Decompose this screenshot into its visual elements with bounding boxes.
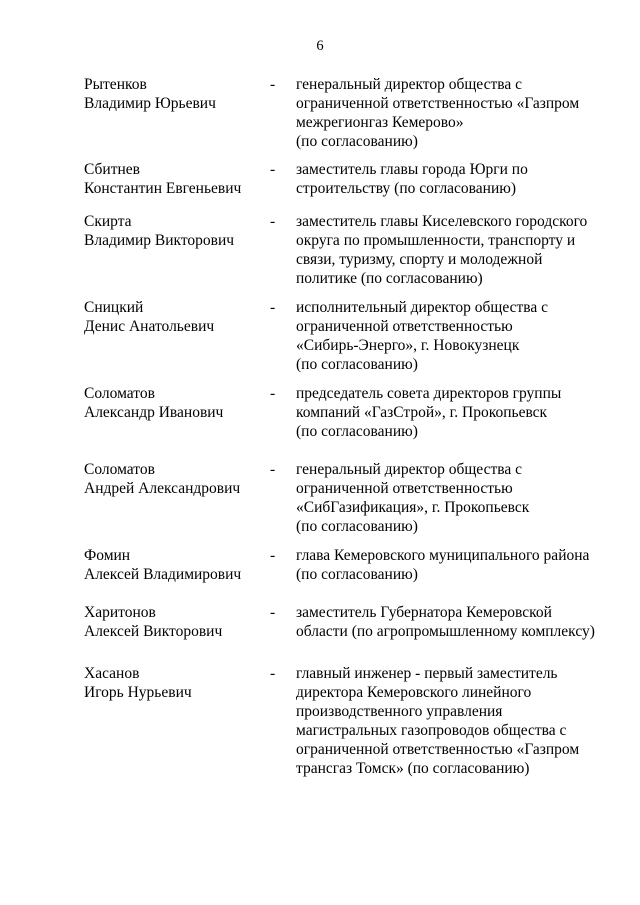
position-line: «СибГазификация», г. Прокопьевск — [296, 499, 530, 516]
member-given-names: Игорь Нурьевич — [84, 684, 192, 701]
member-given-names: Алексей Викторович — [84, 623, 223, 640]
member-given-names: Андрей Александрович — [84, 480, 241, 497]
separator-dash: - — [270, 299, 276, 316]
position-line: области (по агропромышленному комплексу) — [296, 623, 595, 640]
member-surname: Сбитнев — [84, 161, 140, 178]
position-line: межрегионгаз Кемерово» — [296, 114, 464, 131]
member-position — [296, 212, 596, 288]
member-given-names: Денис Анатольевич — [84, 318, 215, 335]
position-line: генеральный директор общества с — [296, 461, 522, 478]
member-given-names: Алексей Владимирович — [84, 566, 242, 583]
position-line: генеральный директор общества с — [296, 76, 522, 93]
position-line: ограниченной ответственностью «Газпром — [296, 741, 580, 758]
member-position — [296, 546, 596, 584]
member-given-names: Владимир Юрьевич — [84, 95, 216, 112]
position-line: ограниченной ответственностью — [296, 318, 513, 335]
member-position — [296, 298, 596, 374]
separator-dash: - — [270, 547, 276, 564]
position-line: строительству (по согласованию) — [296, 180, 517, 197]
member-position — [296, 460, 596, 536]
position-line: ограниченной ответственностью «Газпром — [296, 95, 580, 112]
member-given-names: Владимир Викторович — [84, 232, 235, 249]
member-name — [84, 298, 264, 336]
separator-dash: - — [270, 161, 276, 178]
member-surname: Соломатов — [84, 385, 155, 402]
member-position — [296, 603, 596, 641]
member-name — [84, 664, 264, 702]
member-name — [84, 75, 264, 113]
member-name — [84, 460, 264, 498]
member-surname: Соломатов — [84, 461, 155, 478]
member-name — [84, 160, 264, 198]
position-line: политике (по согласованию) — [296, 270, 483, 287]
separator-dash: - — [270, 385, 276, 402]
position-line: заместитель главы города Юрги по — [296, 161, 528, 178]
member-surname: Рытенков — [84, 76, 147, 93]
member-surname: Харитонов — [84, 604, 156, 621]
position-line: «Сибирь-Энерго», г. Новокузнецк — [296, 337, 520, 354]
separator-dash: - — [270, 213, 276, 230]
member-given-names: Константин Евгеньевич — [84, 180, 242, 197]
member-name — [84, 384, 264, 422]
member-position — [296, 664, 596, 778]
position-line: глава Кемеровского муниципального района — [296, 547, 590, 564]
position-line: исполнительный директор общества с — [296, 299, 548, 316]
member-surname: Фомин — [84, 547, 131, 564]
member-given-names: Александр Иванович — [84, 404, 224, 421]
member-position — [296, 384, 596, 441]
position-line: главный инженер - первый заместитель — [296, 665, 558, 682]
position-line: компаний «ГазСтрой», г. Прокопьевск — [296, 404, 548, 421]
member-name — [84, 212, 264, 250]
position-line: заместитель Губернатора Кемеровской — [296, 604, 552, 621]
position-line: (по согласованию) — [296, 518, 418, 535]
member-surname: Скирта — [84, 213, 132, 230]
member-name — [84, 603, 264, 641]
separator-dash: - — [270, 76, 276, 93]
separator-dash: - — [270, 604, 276, 621]
position-line: (по согласованию) — [296, 423, 418, 440]
position-line: (по согласованию) — [296, 356, 418, 373]
member-name — [84, 546, 264, 584]
page-number: 6 — [316, 38, 324, 54]
position-line: заместитель главы Киселевского городского — [296, 213, 588, 230]
member-position — [296, 75, 596, 151]
position-line: производственного управления — [296, 703, 503, 720]
position-line: трансгаз Томск» (по согласованию) — [296, 760, 530, 777]
position-line: (по согласованию) — [296, 133, 418, 150]
member-surname: Сницкий — [84, 299, 144, 316]
position-line: связи, туризму, спорту и молодежной — [296, 251, 543, 268]
member-position — [296, 160, 596, 198]
member-surname: Хасанов — [84, 665, 140, 682]
position-line: ограниченной ответственностью — [296, 480, 513, 497]
position-line: магистральных газопроводов общества с — [296, 722, 567, 739]
position-line: директора Кемеровского линейного — [296, 684, 532, 701]
separator-dash: - — [270, 461, 276, 478]
position-line: (по согласованию) — [296, 566, 418, 583]
position-line: округа по промышленности, транспорту и — [296, 232, 576, 249]
separator-dash: - — [270, 665, 276, 682]
position-line: председатель совета директоров группы — [296, 385, 562, 402]
